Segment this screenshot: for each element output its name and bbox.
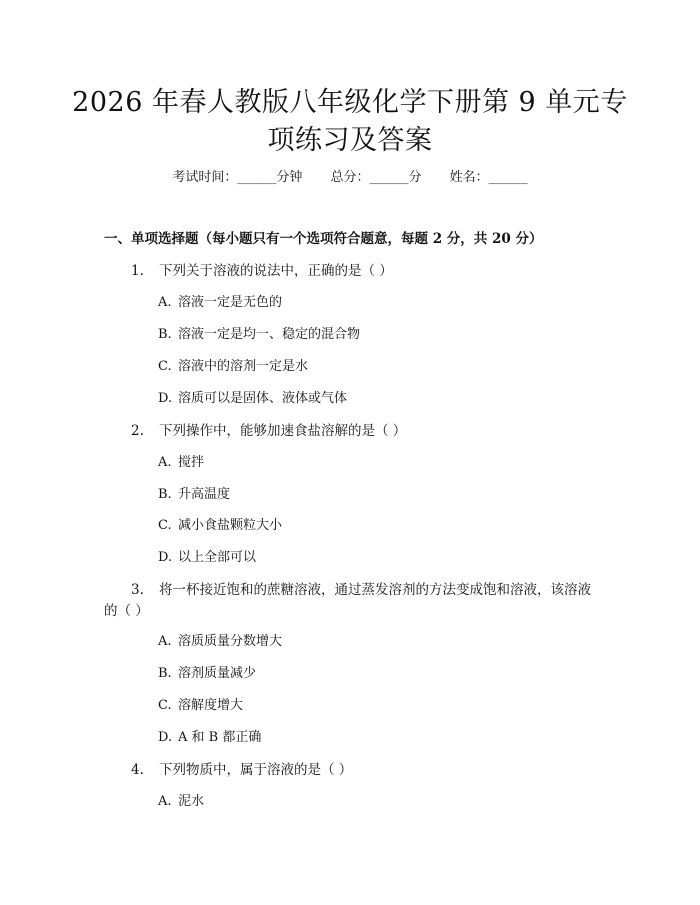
option-label: B. [158,487,172,502]
option-label: B. [158,666,172,681]
question-text: 下列操作中，能够加速食盐溶解的是（ ） [159,423,407,439]
option-3a [158,632,282,652]
option-1d [158,389,347,409]
question-1 [131,261,393,281]
question-number: 3. [131,582,144,598]
option-text: 溶剂质量减少 [178,666,257,681]
option-label: D. [158,391,173,406]
option-1c [158,357,308,377]
option-label: C. [158,698,172,713]
option-text: A 和 B 都正确 [178,730,262,745]
question-3-continued: 的（ ） [104,603,149,619]
total-score: 总分：______分 [330,170,422,185]
option-text: 泥水 [178,794,205,809]
option-2b [158,485,230,505]
option-3c [158,696,243,716]
question-4 [131,760,352,780]
title-line-1: 2026 年春人教版八年级化学下册第 9 单元专 [72,87,628,118]
option-text: 溶液一定是无色的 [178,295,283,310]
document-title [60,84,640,160]
question-2 [131,421,406,441]
option-1a [158,293,282,313]
exam-info [0,168,700,188]
question-text: 下列关于溶液的说法中，正确的是（ ） [159,263,393,279]
section-heading: 一、单项选择题（每小题只有一个选项符合题意，每题 2 分，共 20 分） [104,231,543,247]
option-label: D. [158,730,173,745]
option-text: 溶解度增大 [178,698,244,713]
option-label: A. [158,455,172,470]
question-text: 将一杯接近饱和的蔗糖溶液，通过蒸发溶剂的方法变成饱和溶液，该溶液 [159,582,591,598]
option-text: 搅拌 [178,455,205,470]
option-3d [158,728,261,748]
option-1b [158,325,360,345]
exam-time: 考试时间：______分钟 [172,170,303,185]
title-line-2: 项练习及答案 [267,125,433,156]
question-3 [131,580,591,600]
option-label: C. [158,359,172,374]
option-label: A. [158,634,172,649]
option-4a [158,792,204,812]
option-label: D. [158,550,173,565]
option-2c [158,516,282,536]
option-text: 溶质质量分数增大 [178,634,283,649]
option-text: 减小食盐颗粒大小 [178,518,283,533]
option-text: 溶液一定是均一、稳定的混合物 [178,327,361,342]
option-text: 溶质可以是固体、液体或气体 [178,391,348,406]
question-number: 1. [131,263,144,279]
option-label: A. [158,295,172,310]
option-text: 以上全部可以 [178,550,257,565]
question-number: 4. [131,762,144,778]
question-number: 2. [131,423,144,439]
option-label: A. [158,794,172,809]
option-text: 升高温度 [178,487,231,502]
question-text: 下列物质中，属于溶液的是（ ） [159,762,353,778]
option-label: B. [158,327,172,342]
option-2a [158,453,204,473]
option-label: C. [158,518,172,533]
option-text: 溶液中的溶剂一定是水 [178,359,309,374]
option-2d [158,548,256,568]
student-name: 姓名：______ [449,170,528,185]
option-3b [158,664,256,684]
